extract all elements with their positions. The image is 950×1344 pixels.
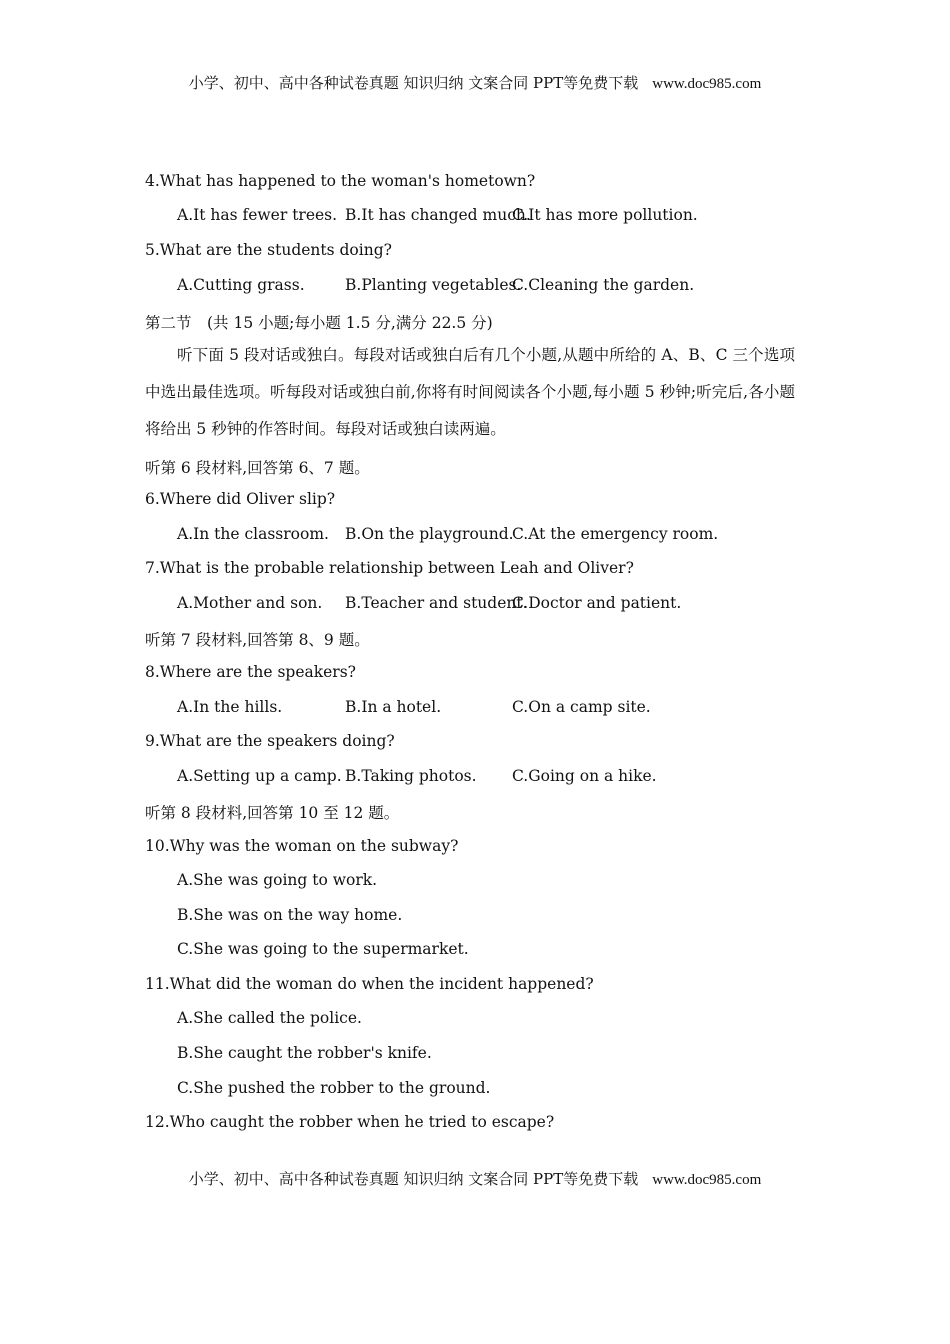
q9-option-c: C.Going on a hike.: [512, 767, 657, 785]
page-footer: [0, 1168, 950, 1189]
question-6: 6.Where did Oliver slip?: [145, 490, 336, 508]
q11-option-b: B.She caught the robber's knife.: [177, 1044, 432, 1062]
question-8: 8.Where are the speakers?: [145, 663, 356, 681]
q6-option-b: B.On the playground.: [345, 525, 514, 543]
question-5: 5.What are the students doing?: [145, 241, 392, 259]
page-header: [0, 72, 950, 93]
q6-option-c: C.At the emergency room.: [512, 525, 719, 543]
q9-option-a: A.Setting up a camp.: [177, 767, 342, 785]
section-2-title: 第二节 (共 15 小题;每小题 1.5 分,满分 22.5 分): [145, 314, 493, 332]
q10-option-b: B.She was on the way home.: [177, 906, 403, 924]
q8-option-c: C.On a camp site.: [512, 698, 651, 716]
q7-option-c: C.Doctor and patient.: [512, 594, 682, 612]
material-6-heading: 听第 6 段材料,回答第 6、7 题。: [145, 459, 370, 477]
q9-option-b: B.Taking photos.: [345, 767, 477, 785]
q4-option-a: A.It has fewer trees.: [177, 206, 338, 224]
q8-option-b: B.In a hotel.: [345, 698, 442, 716]
section-2-instructions: 听下面 5 段对话或独白。每段对话或独白后有几个小题,从题中所给的 A、B、C 三个选项中选出最佳选项。听每段对话或独白前,你将有时间阅读各个小题,每小题 5 秒钟;听完后,各小题将给出 5 秒钟的作答时间。每段对话或独白读两遍。: [145, 346, 795, 438]
q6-option-a: A.In the classroom.: [177, 525, 329, 543]
material-8-heading: 听第 8 段材料,回答第 10 至 12 题。: [145, 804, 400, 822]
q4-option-b: B.It has changed much.: [345, 206, 531, 224]
q10-option-c: C.She was going to the supermarket.: [177, 940, 469, 958]
q10-option-a: A.She was going to work.: [177, 871, 378, 889]
question-7: 7.What is the probable relationship between Leah and Oliver?: [145, 559, 634, 577]
material-7-heading: 听第 7 段材料,回答第 8、9 题。: [145, 631, 370, 649]
question-12: 12.Who caught the robber when he tried to escape?: [145, 1113, 555, 1131]
header-url: www.doc985.com: [652, 76, 762, 92]
question-9: 9.What are the speakers doing?: [145, 732, 395, 750]
q5-option-c: C.Cleaning the garden.: [512, 276, 695, 294]
q5-option-b: B.Planting vegetables.: [345, 276, 522, 294]
q8-option-a: A.In the hills.: [177, 698, 283, 716]
question-11: 11.What did the woman do when the incident happened?: [145, 975, 594, 993]
footer-url: www.doc985.com: [652, 1172, 762, 1188]
header-text: 小学、初中、高中各种试卷真题 知识归纳 文案合同 PPT等免费下载: [188, 74, 639, 92]
q4-option-c: C.It has more pollution.: [512, 206, 698, 224]
q11-option-c: C.She pushed the robber to the ground.: [177, 1079, 491, 1097]
footer-text: 小学、初中、高中各种试卷真题 知识归纳 文案合同 PPT等免费下载: [188, 1170, 639, 1188]
q7-option-a: A.Mother and son.: [177, 594, 323, 612]
q7-option-b: B.Teacher and student.: [345, 594, 528, 612]
q5-option-a: A.Cutting grass.: [177, 276, 305, 294]
question-4: 4.What has happened to the woman's hometown?: [145, 172, 536, 190]
question-10: 10.Why was the woman on the subway?: [145, 837, 459, 855]
q11-option-a: A.She called the police.: [177, 1009, 362, 1027]
